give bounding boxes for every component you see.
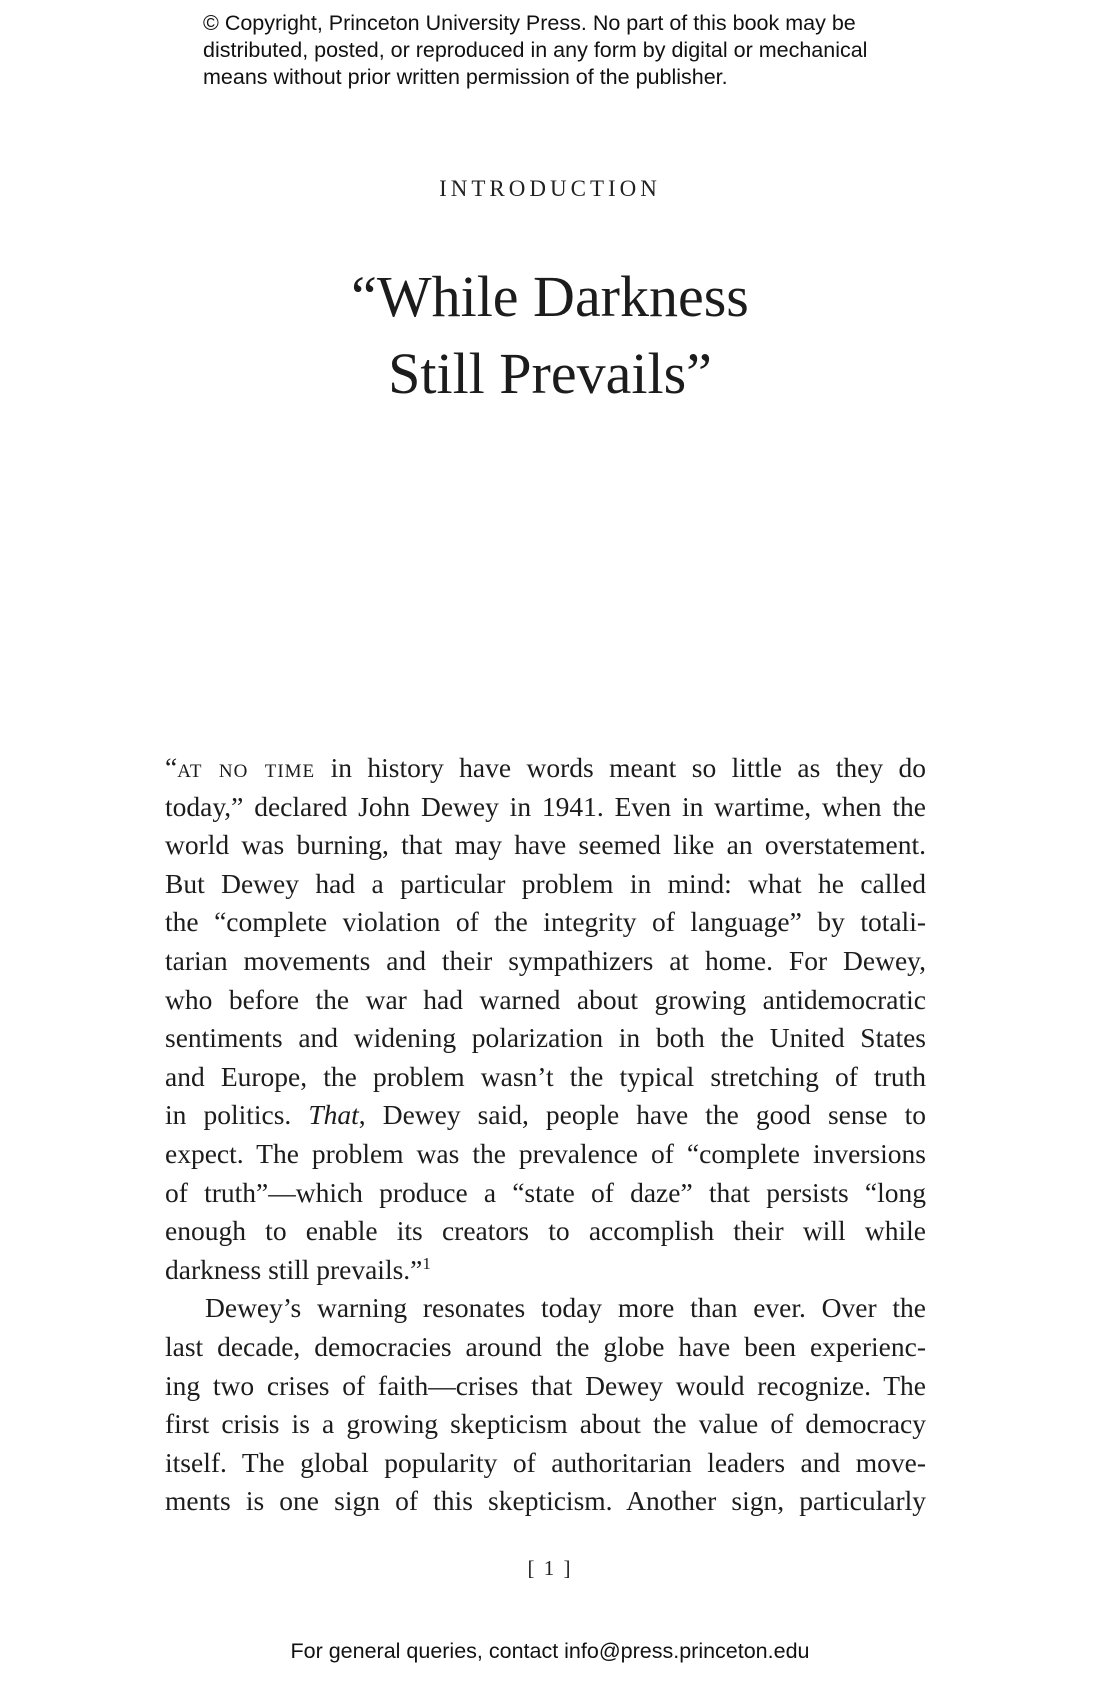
footnote-marker[interactable]: 1 — [422, 1253, 431, 1273]
body-line — [165, 1096, 926, 1135]
body-text — [165, 749, 926, 1521]
body-line: itself. The global popularity of authoritarian leaders and move- — [165, 1446, 926, 1478]
copyright-notice — [203, 10, 923, 91]
body-line-after: , Dewey said, people have the good sense to — [358, 1099, 926, 1131]
body-line: But Dewey had a particular problem in mind: what he called — [165, 867, 926, 899]
chapter-label: INTRODUCTION — [439, 176, 661, 201]
body-line: tarian movements and their sympathizers at home. For Dewey, — [165, 944, 926, 976]
copyright-line: © Copyright, Princeton University Press. No part of this book may be — [203, 11, 856, 35]
body-line: today,” declared John Dewey in 1941. Even in wartime, when the — [165, 790, 926, 822]
body-line: world was burning, that may have seemed like an overstatement. — [165, 829, 926, 861]
body-line: ments is one sign of this skepticism. Another sign, particularly — [165, 1485, 926, 1517]
smallcaps-lead: at no time — [177, 752, 316, 783]
copyright-line: means without prior written permission of the publisher. — [203, 65, 728, 89]
body-line: expect. The problem was the prevalence of “complete inversions — [165, 1137, 926, 1169]
chapter-title-line: “While Darkness — [351, 264, 749, 329]
body-line: last decade, democracies around the globe have been experienc- — [165, 1330, 926, 1362]
body-line: Dewey’s warning resonates today more than ever. Over the — [205, 1292, 926, 1324]
body-line-text: darkness still prevails.” — [165, 1253, 423, 1285]
body-line: the “complete violation of the integrity of language” by totali- — [165, 906, 926, 938]
page-number: [ 1 ] — [527, 1556, 573, 1580]
italic-emphasis: That — [308, 1099, 359, 1131]
body-line: sentiments and widening polarization in both the United States — [165, 1022, 926, 1054]
opening-quote: “ — [165, 752, 178, 783]
body-line: of truth”—which produce a “state of daze” that persists “long — [165, 1176, 926, 1208]
body-line: enough to enable its creators to accomplish their will while — [165, 1215, 926, 1247]
chapter-title-line: Still Prevails” — [388, 341, 712, 406]
body-line-rest: in history have words meant so little as they do — [315, 752, 927, 783]
body-line — [165, 749, 926, 788]
copyright-line: distributed, posted, or reproduced in any form by digital or mechanical — [203, 38, 868, 62]
body-line-before: in politics. — [165, 1099, 309, 1131]
body-line: who before the war had warned about growing antidemocratic — [165, 983, 926, 1015]
body-line: first crisis is a growing skepticism about the value of democracy — [165, 1408, 926, 1440]
body-line: and Europe, the problem wasn’t the typical stretching of truth — [165, 1060, 926, 1092]
body-line — [165, 1251, 926, 1290]
chapter-title — [0, 258, 1100, 412]
body-line: ing two crises of faith—crises that Dewey would recognize. The — [165, 1369, 926, 1401]
footer-contact: For general queries, contact info@press.princeton.edu — [290, 1639, 810, 1663]
